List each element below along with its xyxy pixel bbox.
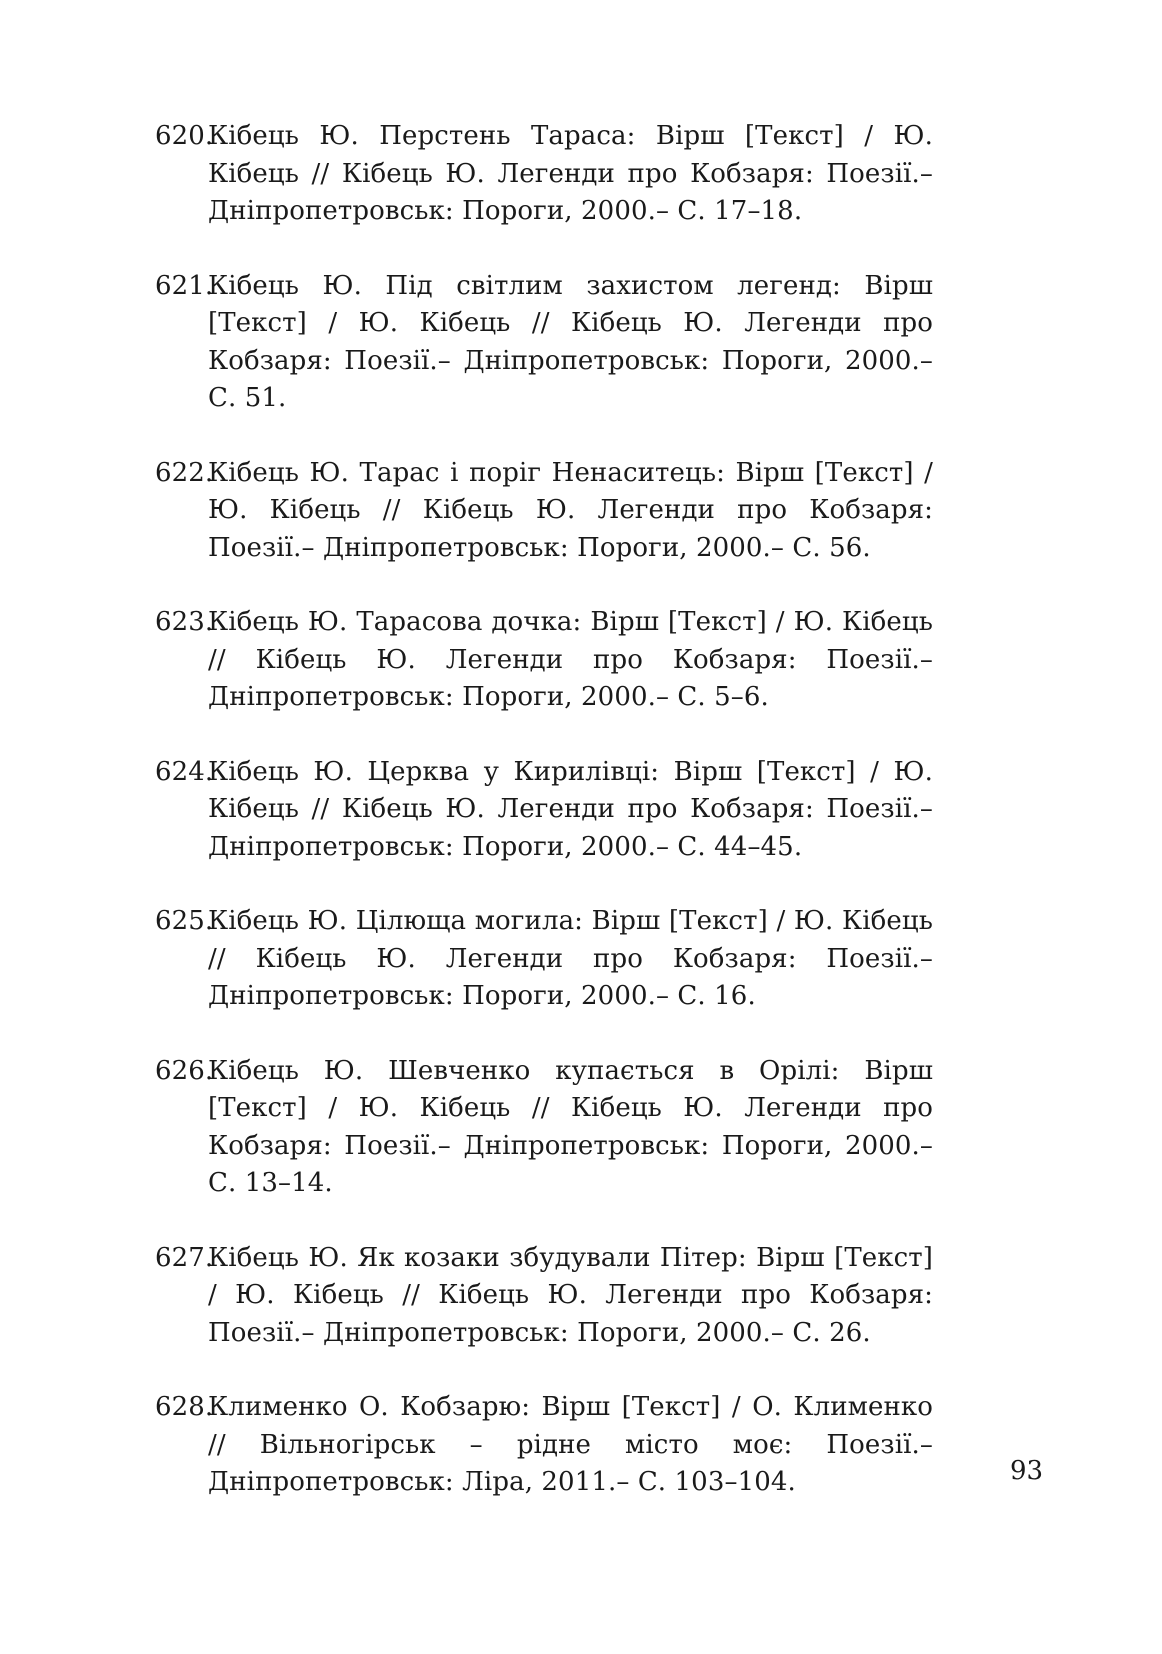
bibliography-entry: [155, 754, 933, 867]
entry-text: Клименко О. Кобзарю: Вірш [Текст] / О. Клименко // Вільногірськ – рідне місто моє: Поезії.– Дніпропетровськ: Ліра, 2011.– С. 103–104.: [208, 1392, 933, 1497]
entry-number: 627.: [155, 1242, 214, 1273]
entry-text: Кібець Ю. Тарасова дочка: Вірш [Текст] / Ю. Кібець // Кібець Ю. Легенди про Кобзаря: Поезії.– Дніпропетровськ: Пороги, 2000.– С. 5–6.: [208, 607, 933, 712]
entry-number: 621.: [155, 270, 214, 301]
entry-number: 626.: [155, 1055, 214, 1086]
bibliography-entry: [155, 604, 933, 717]
entry-number: 625.: [155, 906, 214, 936]
bibliography-entry: [155, 1240, 933, 1353]
bibliography-entry: [155, 268, 933, 418]
entry-number: 620.: [155, 121, 214, 151]
entry-number: 623.: [155, 607, 214, 637]
entry-number: 628.: [155, 1392, 214, 1422]
entry-text: Кібець Ю. Перстень Тараса: Вірш [Текст] / Ю. Кібець // Кібець Ю. Легенди про Кобзаря: Поезії.– Дніпропетровськ: Пороги, 2000.– С. 17–18.: [208, 121, 933, 226]
entry-text: Кібець Ю. Шевченко купається в Орілі: Вірш [Текст] / Ю. Кібець // Кібець Ю. Легенди про Кобзаря: Поезії.– Дніпропетровськ: Пороги, 2000.– С. 13–14.: [208, 1055, 933, 1198]
bibliography-entry: [155, 118, 933, 231]
bibliography-list: [155, 118, 933, 1539]
bibliography-entry: [155, 1053, 933, 1203]
bibliography-entry: [155, 903, 933, 1016]
entry-text: Кібець Ю. Церква у Кирилівці: Вірш [Текст] / Ю. Кібець // Кібець Ю. Легенди про Кобзаря: Поезії.– Дніпропетровськ: Пороги, 2000.– С. 44–45.: [208, 756, 933, 862]
entry-text: Кібець Ю. Як козаки збудували Пітер: Вірш [Текст] / Ю. Кібець // Кібець Ю. Легенди про Кобзаря: Поезії.– Дніпропетровськ: Пороги, 2000.– С. 26.: [208, 1242, 933, 1348]
page-number: 93: [1010, 1456, 1044, 1486]
entry-number: 622.: [155, 457, 214, 488]
entry-text: Кібець Ю. Цілюща могила: Вірш [Текст] / Ю. Кібець // Кібець Ю. Легенди про Кобзаря: Поезії.– Дніпропетровськ: Пороги, 2000.– С. 16.: [208, 906, 933, 1011]
bibliography-entry: [155, 1389, 933, 1502]
entry-number: 624.: [155, 756, 214, 787]
entry-text: Кібець Ю. Тарас і поріг Ненаситець: Вірш [Текст] / Ю. Кібець // Кібець Ю. Легенди про Кобзаря: Поезії.– Дніпропетровськ: Пороги, 2000.– С. 56.: [208, 457, 933, 563]
entry-text: Кібець Ю. Під світлим захистом легенд: Вірш [Текст] / Ю. Кібець // Кібець Ю. Легенди про Кобзаря: Поезії.– Дніпропетровськ: Пороги, 2000.– С. 51.: [208, 270, 933, 413]
bibliography-entry: [155, 455, 933, 568]
